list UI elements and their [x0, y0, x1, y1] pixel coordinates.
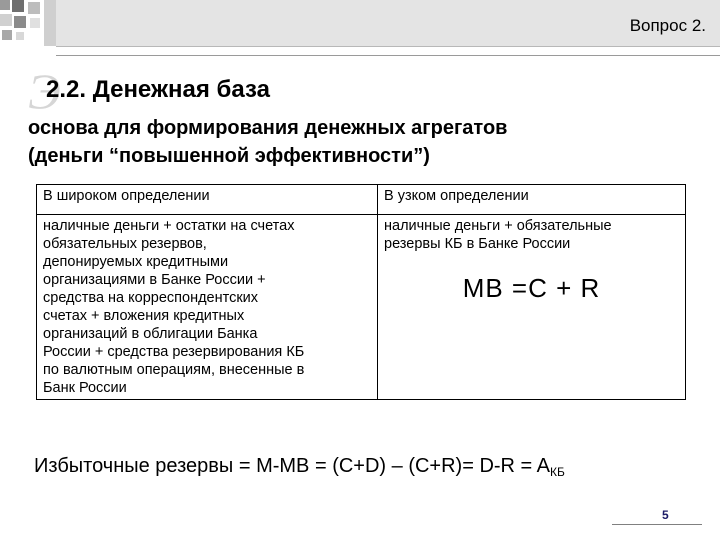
definitions-table	[36, 184, 686, 400]
narrow-line: наличные деньги + обязательные	[384, 218, 612, 234]
broad-line: по валютным операциям, внесенные в	[43, 362, 305, 378]
broad-line: наличные деньги + остатки на счетах	[43, 218, 295, 234]
broad-line: организациями в Банке России +	[43, 272, 266, 288]
question-label: Вопрос 2.	[629, 16, 706, 35]
narrow-definition	[378, 215, 686, 400]
broad-line: счетах + вложения кредитных	[43, 308, 245, 324]
subtitle-line: (деньги “повышенной эффективности”)	[28, 145, 430, 167]
excess-reserves-text: Избыточные резервы = M-MB = (C+D) – (C+R)= D-R = A	[34, 455, 551, 477]
page-number: 5	[662, 508, 669, 522]
slide-title: 2.2. Денежная база	[46, 76, 270, 103]
excess-reserves-formula	[34, 455, 565, 479]
page-number-underline	[612, 524, 702, 525]
excess-reserves-subscript: КБ	[550, 465, 565, 479]
background-watermark-letter: Э	[28, 63, 61, 119]
table-header-row	[37, 185, 686, 215]
decor-square	[30, 18, 40, 28]
broad-line: депонируемых кредитными	[43, 254, 229, 270]
broad-line: организаций в облигации Банка	[43, 326, 258, 342]
decor-square	[16, 32, 24, 40]
decor-square	[2, 30, 12, 40]
narrow-line: резервы КБ в Банке России	[384, 236, 571, 252]
header-divider	[56, 55, 720, 56]
decor-square	[28, 2, 40, 14]
decor-square	[14, 16, 26, 28]
subtitle-line: основа для формирования денежных агрегатов	[28, 117, 508, 139]
header-broad: В широком определении	[37, 185, 378, 215]
decor-square	[0, 0, 10, 10]
broad-line: обязательных резервов,	[43, 236, 207, 252]
slide-subtitle	[28, 114, 718, 170]
monetary-base-formula: MB =C + R	[462, 273, 601, 303]
decor-square	[0, 14, 12, 26]
header-narrow: В узком определении	[378, 185, 686, 215]
decor-square	[12, 0, 24, 12]
broad-line: России + средства резервирования КБ	[43, 344, 305, 360]
table-row	[37, 215, 686, 400]
broad-definition	[37, 215, 378, 400]
header-bar	[56, 0, 720, 47]
broad-line: средства на корреспондентских	[43, 290, 259, 306]
broad-line: Банк России	[43, 380, 127, 396]
